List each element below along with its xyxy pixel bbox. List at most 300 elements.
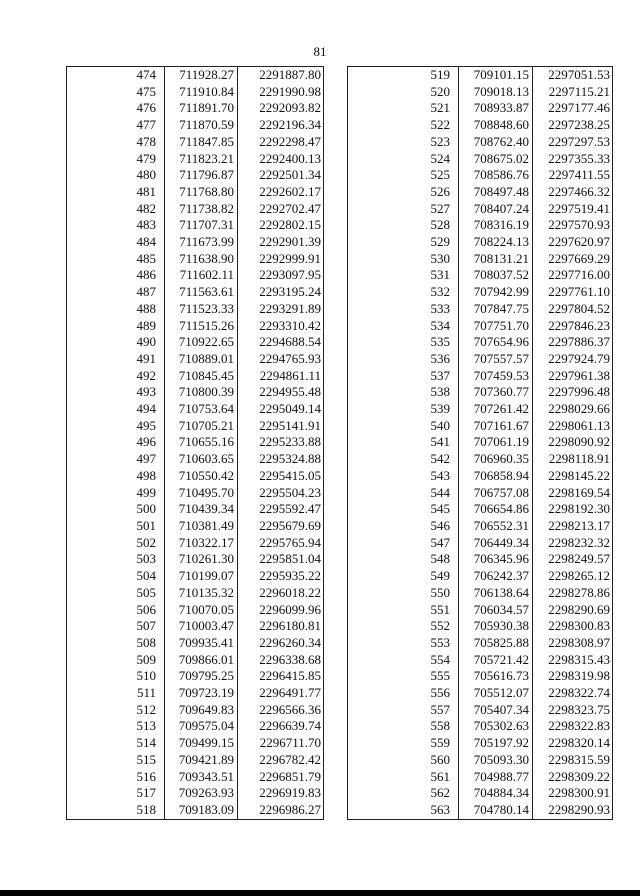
table-row [67, 84, 324, 101]
table-row [67, 485, 324, 502]
point-number: 536 [430, 350, 450, 366]
table-row [67, 418, 324, 435]
x-coordinate: 704988.77 [459, 769, 533, 786]
table-row [348, 251, 613, 268]
point-number: 507 [136, 618, 156, 634]
x-coordinate: 709795.25 [165, 668, 238, 685]
x-coordinate: 709421.89 [165, 752, 238, 769]
y-coordinate: 2296491.77 [259, 685, 321, 701]
table-row [348, 769, 613, 786]
x-coordinate: 711891.70 [165, 100, 238, 117]
point-number: 487 [136, 284, 156, 300]
point-number: 498 [136, 467, 156, 483]
y-coordinate: 2298308.97 [548, 634, 610, 650]
y-coordinate: 2298322.83 [548, 718, 610, 734]
y-coordinate: 2298290.69 [548, 601, 610, 617]
point-number: 474 [136, 67, 156, 82]
point-number: 529 [430, 234, 450, 250]
point-number: 521 [430, 100, 450, 116]
x-coordinate: 711738.82 [165, 201, 238, 218]
table-row [67, 602, 324, 619]
point-number: 491 [136, 350, 156, 366]
y-coordinate: 2296986.27 [259, 801, 321, 817]
x-coordinate: 707261.42 [459, 401, 533, 418]
table-row [67, 702, 324, 719]
x-coordinate: 705302.63 [459, 718, 533, 735]
table-row [348, 802, 613, 819]
y-coordinate: 2298323.75 [548, 701, 610, 717]
x-coordinate: 710800.39 [165, 384, 238, 401]
table-row [348, 151, 613, 168]
table-row [348, 568, 613, 585]
point-number: 486 [136, 267, 156, 283]
y-coordinate: 2298145.22 [548, 467, 610, 483]
coordinate-table-right [347, 66, 613, 820]
y-coordinate: 2298320.14 [548, 735, 610, 751]
table-row [348, 217, 613, 234]
table-row [67, 151, 324, 168]
point-number: 477 [136, 117, 156, 133]
y-coordinate: 2298300.91 [548, 785, 610, 801]
y-coordinate: 2295935.22 [259, 568, 321, 584]
x-coordinate: 706449.34 [459, 535, 533, 552]
table-row [348, 618, 613, 635]
x-coordinate: 705407.34 [459, 702, 533, 719]
x-coordinate: 710070.05 [165, 602, 238, 619]
y-coordinate: 2296566.36 [259, 701, 321, 717]
point-number: 516 [136, 768, 156, 784]
y-coordinate: 2297620.97 [548, 234, 610, 250]
y-coordinate: 2297761.10 [548, 284, 610, 300]
y-coordinate: 2297519.41 [548, 200, 610, 216]
table-row [67, 217, 324, 234]
x-coordinate: 709575.04 [165, 718, 238, 735]
x-coordinate: 708497.48 [459, 184, 533, 201]
y-coordinate: 2295765.94 [259, 534, 321, 550]
y-coordinate: 2297804.52 [548, 300, 610, 316]
point-number: 512 [136, 701, 156, 717]
table-row [348, 334, 613, 351]
x-coordinate: 711796.87 [165, 167, 238, 184]
y-coordinate: 2293291.89 [259, 300, 321, 316]
y-coordinate: 2295049.14 [259, 401, 321, 417]
point-number: 528 [430, 217, 450, 233]
table-row [67, 668, 324, 685]
x-coordinate: 709343.51 [165, 769, 238, 786]
point-number: 532 [430, 284, 450, 300]
point-number: 503 [136, 551, 156, 567]
x-coordinate: 708316.19 [459, 217, 533, 234]
x-coordinate: 707751.70 [459, 318, 533, 335]
y-coordinate: 2298192.30 [548, 501, 610, 517]
x-coordinate: 704780.14 [459, 802, 533, 819]
y-coordinate: 2298213.17 [548, 517, 610, 533]
x-coordinate: 710261.30 [165, 551, 238, 568]
point-number: 479 [136, 150, 156, 166]
point-number: 535 [430, 334, 450, 350]
y-coordinate: 2298309.22 [548, 768, 610, 784]
table-row [348, 602, 613, 619]
point-number: 531 [430, 267, 450, 283]
y-coordinate: 2298322.74 [548, 685, 610, 701]
point-number: 492 [136, 367, 156, 383]
point-number: 517 [136, 785, 156, 801]
point-number: 514 [136, 735, 156, 751]
point-number: 509 [136, 651, 156, 667]
point-number: 555 [430, 668, 450, 684]
point-number: 495 [136, 417, 156, 433]
point-number: 530 [430, 250, 450, 266]
point-number: 502 [136, 534, 156, 550]
table-row [348, 702, 613, 719]
point-number: 541 [430, 434, 450, 450]
point-number: 480 [136, 167, 156, 183]
y-coordinate: 2297996.48 [548, 384, 610, 400]
point-number: 545 [430, 501, 450, 517]
point-number: 538 [430, 384, 450, 400]
x-coordinate: 707557.57 [459, 351, 533, 368]
x-coordinate: 705825.88 [459, 635, 533, 652]
point-number: 505 [136, 584, 156, 600]
point-number: 515 [136, 751, 156, 767]
y-coordinate: 2295415.05 [259, 467, 321, 483]
table-row [67, 251, 324, 268]
point-number: 537 [430, 367, 450, 383]
point-number: 556 [430, 685, 450, 701]
table-row [67, 301, 324, 318]
table-row [67, 451, 324, 468]
x-coordinate: 708586.76 [459, 167, 533, 184]
point-number: 547 [430, 534, 450, 550]
table-row [348, 652, 613, 669]
table-row [348, 284, 613, 301]
table-row [67, 802, 324, 819]
table-row [348, 301, 613, 318]
y-coordinate: 2298290.93 [548, 801, 610, 817]
x-coordinate: 706654.86 [459, 501, 533, 518]
x-coordinate: 709649.83 [165, 702, 238, 719]
table-row [348, 234, 613, 251]
point-number: 525 [430, 167, 450, 183]
point-number: 489 [136, 317, 156, 333]
point-number: 542 [430, 451, 450, 467]
table-row [348, 267, 613, 284]
y-coordinate: 2297115.21 [548, 83, 610, 99]
y-coordinate: 2295679.69 [259, 517, 321, 533]
x-coordinate: 708762.40 [459, 134, 533, 151]
table-row [67, 468, 324, 485]
x-coordinate: 707654.96 [459, 334, 533, 351]
y-coordinate: 2296018.22 [259, 584, 321, 600]
table-row [348, 501, 613, 518]
x-coordinate: 711928.27 [165, 67, 238, 84]
y-coordinate: 2291990.98 [259, 83, 321, 99]
y-coordinate: 2296851.79 [259, 768, 321, 784]
y-coordinate: 2298118.91 [548, 451, 610, 467]
x-coordinate: 711707.31 [165, 217, 238, 234]
x-coordinate: 710550.42 [165, 468, 238, 485]
x-coordinate: 710199.07 [165, 568, 238, 585]
table-row [348, 718, 613, 735]
y-coordinate: 2292901.39 [259, 234, 321, 250]
table-row [348, 752, 613, 769]
x-coordinate: 710705.21 [165, 418, 238, 435]
y-coordinate: 2292298.47 [259, 133, 321, 149]
table-row [67, 167, 324, 184]
point-number: 527 [430, 200, 450, 216]
table-row [67, 100, 324, 117]
x-coordinate: 706552.31 [459, 518, 533, 535]
point-number: 496 [136, 434, 156, 450]
point-number: 520 [430, 83, 450, 99]
x-coordinate: 709101.15 [459, 67, 533, 84]
x-coordinate: 710655.16 [165, 434, 238, 451]
x-coordinate: 711515.26 [165, 318, 238, 335]
table-row [67, 401, 324, 418]
y-coordinate: 2296099.96 [259, 601, 321, 617]
y-coordinate: 2298029.66 [548, 401, 610, 417]
y-coordinate: 2297051.53 [548, 67, 610, 82]
point-number: 549 [430, 568, 450, 584]
y-coordinate: 2294765.93 [259, 350, 321, 366]
y-coordinate: 2295592.47 [259, 501, 321, 517]
y-coordinate: 2296415.85 [259, 668, 321, 684]
table-row [348, 635, 613, 652]
y-coordinate: 2298319.98 [548, 668, 610, 684]
point-number: 552 [430, 618, 450, 634]
point-number: 500 [136, 501, 156, 517]
x-coordinate: 708224.13 [459, 234, 533, 251]
table-row [348, 318, 613, 335]
y-coordinate: 2292501.34 [259, 167, 321, 183]
table-row [67, 752, 324, 769]
x-coordinate: 706960.35 [459, 451, 533, 468]
y-coordinate: 2297716.00 [548, 267, 610, 283]
point-number: 510 [136, 668, 156, 684]
point-number: 558 [430, 718, 450, 734]
y-coordinate: 2297961.38 [548, 367, 610, 383]
point-number: 475 [136, 83, 156, 99]
table-row [348, 384, 613, 401]
table-row [348, 368, 613, 385]
y-coordinate: 2297411.55 [548, 167, 610, 183]
table-row [67, 785, 324, 802]
y-coordinate: 2298265.12 [548, 568, 610, 584]
x-coordinate: 705721.42 [459, 652, 533, 669]
x-coordinate: 707161.67 [459, 418, 533, 435]
table-row [67, 384, 324, 401]
x-coordinate: 705197.92 [459, 735, 533, 752]
table-row [348, 117, 613, 134]
y-coordinate: 2292602.17 [259, 183, 321, 199]
x-coordinate: 706345.96 [459, 551, 533, 568]
point-number: 518 [136, 801, 156, 817]
x-coordinate: 706138.64 [459, 585, 533, 602]
table-row [348, 735, 613, 752]
y-coordinate: 2296711.70 [259, 735, 321, 751]
table-row [67, 518, 324, 535]
x-coordinate: 709183.09 [165, 802, 238, 819]
table-row [348, 201, 613, 218]
y-coordinate: 2295851.04 [259, 551, 321, 567]
point-number: 522 [430, 117, 450, 133]
x-coordinate: 707459.53 [459, 368, 533, 385]
table-row [67, 117, 324, 134]
x-coordinate: 710495.70 [165, 485, 238, 502]
point-number: 563 [430, 801, 450, 817]
x-coordinate: 710845.45 [165, 368, 238, 385]
y-coordinate: 2296782.42 [259, 751, 321, 767]
point-number: 501 [136, 517, 156, 533]
table-row [67, 318, 324, 335]
point-number: 554 [430, 651, 450, 667]
x-coordinate: 711673.99 [165, 234, 238, 251]
y-coordinate: 2298169.54 [548, 484, 610, 500]
point-number: 481 [136, 183, 156, 199]
x-coordinate: 711768.80 [165, 184, 238, 201]
x-coordinate: 708933.87 [459, 100, 533, 117]
table-row [348, 585, 613, 602]
point-number: 560 [430, 751, 450, 767]
y-coordinate: 2298061.13 [548, 417, 610, 433]
x-coordinate: 708037.52 [459, 267, 533, 284]
y-coordinate: 2293310.42 [259, 317, 321, 333]
x-coordinate: 710135.32 [165, 585, 238, 602]
y-coordinate: 2297669.29 [548, 250, 610, 266]
table-row [67, 334, 324, 351]
x-coordinate: 705616.73 [459, 668, 533, 685]
y-coordinate: 2297570.93 [548, 217, 610, 233]
y-coordinate: 2296260.34 [259, 634, 321, 650]
table-row [348, 468, 613, 485]
point-number: 562 [430, 785, 450, 801]
table-row [348, 434, 613, 451]
y-coordinate: 2297355.33 [548, 150, 610, 166]
y-coordinate: 2292702.47 [259, 200, 321, 216]
x-coordinate: 710753.64 [165, 401, 238, 418]
x-coordinate: 707847.75 [459, 301, 533, 318]
x-coordinate: 709263.93 [165, 785, 238, 802]
x-coordinate: 710889.01 [165, 351, 238, 368]
y-coordinate: 2296919.83 [259, 785, 321, 801]
table-row [67, 351, 324, 368]
y-coordinate: 2294955.48 [259, 384, 321, 400]
x-coordinate: 705512.07 [459, 685, 533, 702]
y-coordinate: 2295233.88 [259, 434, 321, 450]
point-number: 519 [430, 67, 450, 82]
table-row [348, 351, 613, 368]
table-row [348, 167, 613, 184]
point-number: 553 [430, 634, 450, 650]
y-coordinate: 2298278.86 [548, 584, 610, 600]
table-row [348, 84, 613, 101]
table-row [348, 668, 613, 685]
x-coordinate: 711870.59 [165, 117, 238, 134]
x-coordinate: 705093.30 [459, 752, 533, 769]
y-coordinate: 2297886.37 [548, 334, 610, 350]
table-row [67, 718, 324, 735]
point-number: 482 [136, 200, 156, 216]
y-coordinate: 2297238.25 [548, 117, 610, 133]
table-row [348, 451, 613, 468]
point-number: 550 [430, 584, 450, 600]
point-number: 483 [136, 217, 156, 233]
point-number: 540 [430, 417, 450, 433]
point-number: 513 [136, 718, 156, 734]
coordinate-table-left [66, 66, 324, 820]
x-coordinate: 704884.34 [459, 785, 533, 802]
y-coordinate: 2297297.53 [548, 133, 610, 149]
page-number: 81 [313, 44, 327, 59]
x-coordinate: 711563.61 [165, 284, 238, 301]
y-coordinate: 2292093.82 [259, 100, 321, 116]
x-coordinate: 709723.19 [165, 685, 238, 702]
y-coordinate: 2297466.32 [548, 183, 610, 199]
point-number: 476 [136, 100, 156, 116]
y-coordinate: 2291887.80 [259, 67, 321, 82]
y-coordinate: 2292802.15 [259, 217, 321, 233]
x-coordinate: 706242.37 [459, 568, 533, 585]
table-row [67, 551, 324, 568]
table-row [348, 535, 613, 552]
x-coordinate: 709935.41 [165, 635, 238, 652]
table-row [348, 134, 613, 151]
x-coordinate: 711523.33 [165, 301, 238, 318]
x-coordinate: 711910.84 [165, 84, 238, 101]
y-coordinate: 2295324.88 [259, 451, 321, 467]
point-number: 511 [136, 685, 156, 701]
y-coordinate: 2297924.79 [548, 350, 610, 366]
y-coordinate: 2294688.54 [259, 334, 321, 350]
table-row [67, 67, 324, 84]
point-number: 533 [430, 300, 450, 316]
x-coordinate: 709866.01 [165, 652, 238, 669]
point-number: 548 [430, 551, 450, 567]
table-row [67, 535, 324, 552]
y-coordinate: 2294861.11 [259, 367, 321, 383]
table-row [67, 585, 324, 602]
table-row [348, 67, 613, 84]
table-row [67, 735, 324, 752]
x-coordinate: 708407.24 [459, 201, 533, 218]
y-coordinate: 2296338.68 [259, 651, 321, 667]
point-number: 544 [430, 484, 450, 500]
x-coordinate: 706858.94 [459, 468, 533, 485]
point-number: 499 [136, 484, 156, 500]
point-number: 494 [136, 401, 156, 417]
x-coordinate: 709499.15 [165, 735, 238, 752]
y-coordinate: 2298090.92 [548, 434, 610, 450]
point-number: 534 [430, 317, 450, 333]
y-coordinate: 2295141.91 [259, 417, 321, 433]
x-coordinate: 707360.77 [459, 384, 533, 401]
x-coordinate: 710003.47 [165, 618, 238, 635]
table-row [348, 785, 613, 802]
y-coordinate: 2292999.91 [259, 250, 321, 266]
table-row [67, 769, 324, 786]
table-row [348, 551, 613, 568]
x-coordinate: 708675.02 [459, 151, 533, 168]
table-row [348, 100, 613, 117]
point-number: 539 [430, 401, 450, 417]
table-row [67, 685, 324, 702]
point-number: 485 [136, 250, 156, 266]
y-coordinate: 2293097.95 [259, 267, 321, 283]
point-number: 561 [430, 768, 450, 784]
point-number: 551 [430, 601, 450, 617]
y-coordinate: 2292400.13 [259, 150, 321, 166]
x-coordinate: 709018.13 [459, 84, 533, 101]
